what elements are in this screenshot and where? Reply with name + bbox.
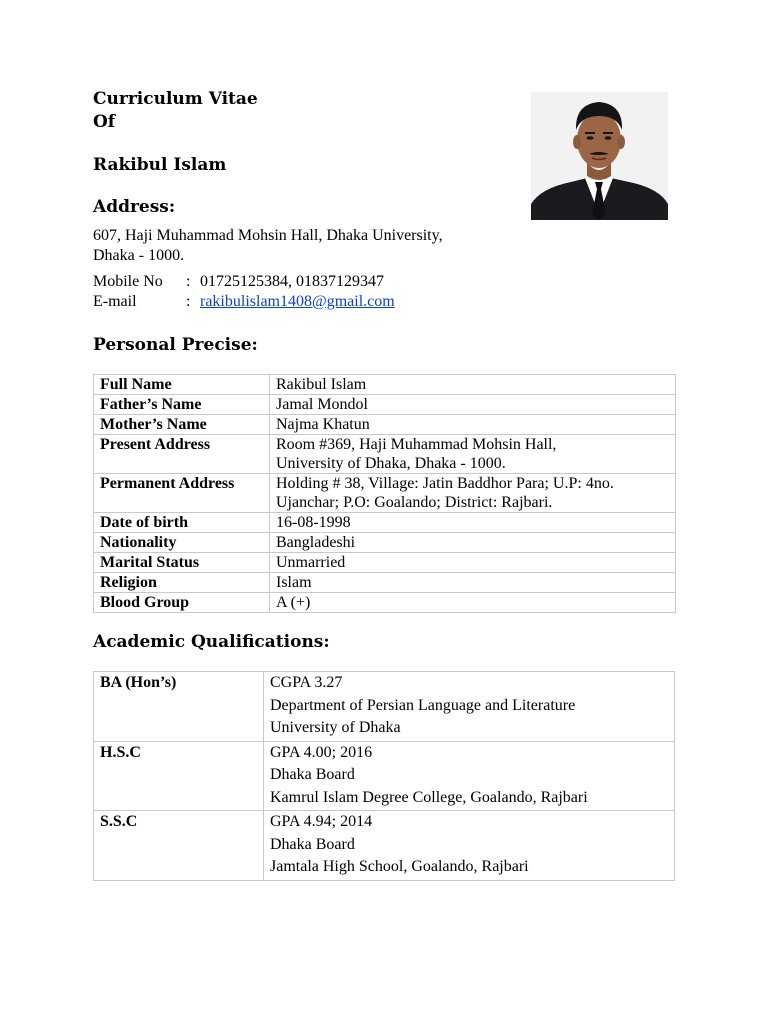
degree-detail-line: GPA 4.00; 2016 [270, 743, 373, 761]
table-row [94, 741, 675, 811]
degree-name: H.S.C [94, 741, 264, 811]
table-row [94, 375, 676, 395]
table-row [94, 395, 676, 415]
table-row [94, 415, 676, 435]
row-key: Full Name [94, 375, 270, 395]
row-value: A (+) [270, 593, 676, 613]
row-value-line: Room #369, Haji Muhammad Mohsin Hall, [276, 436, 557, 453]
degree-detail-line: University of Dhaka [270, 719, 401, 736]
degree-details [264, 741, 675, 811]
table-row [94, 553, 676, 573]
profile-photo [531, 92, 668, 220]
degree-detail-line: Department of Persian Language and Literature [270, 696, 576, 714]
row-value: Islam [270, 573, 676, 593]
row-key: Religion [94, 573, 270, 593]
row-key: Mother’s Name [94, 415, 270, 435]
degree-name: S.S.C [94, 811, 264, 881]
table-row [94, 593, 676, 613]
academic-heading: Academic Qualifications: [93, 632, 330, 652]
degree-name: BA (Hon’s) [94, 672, 264, 742]
degree-detail-line: Jamtala High School, Goalando, Rajbari [270, 858, 529, 875]
row-value: Najma Khatun [270, 415, 676, 435]
row-value: Rakibul Islam [270, 375, 676, 395]
degree-detail-line: Dhaka Board [270, 835, 355, 853]
degree-detail-line: Dhaka Board [270, 766, 355, 783]
row-key: Permanent Address [94, 474, 270, 513]
row-value: Unmarried [270, 553, 676, 573]
row-value-line: University of Dhaka, Dhaka - 1000. [276, 455, 506, 472]
profile-photo-image [531, 92, 668, 220]
cv-title-line1: Curriculum Vitae [93, 89, 258, 109]
degree-detail-line: Kamrul Islam Degree College, Goalando, Rajbari [270, 788, 588, 806]
row-key: Present Address [94, 435, 270, 474]
personal-heading: Personal Precise: [93, 335, 258, 355]
degree-detail-line: CGPA 3.27 [270, 674, 343, 691]
mobile-value: 01725125384, 01837129347 [200, 273, 384, 290]
row-value [270, 435, 676, 474]
degree-details [264, 811, 675, 881]
row-value-line: Ujanchar; P.O: Goalando; District: Rajbari. [276, 494, 553, 511]
academic-table [93, 671, 675, 881]
row-value-line: Holding # 38, Village: Jatin Baddhor Para; U.P: 4no. [276, 475, 614, 492]
personal-table [93, 374, 676, 613]
table-row [94, 435, 676, 474]
row-key: Nationality [94, 533, 270, 553]
address-heading: Address: [93, 197, 176, 217]
email-label: E-mail [93, 293, 137, 310]
email-separator: : [186, 293, 191, 310]
row-value: Jamal Mondol [270, 395, 676, 415]
address-line2: Dhaka - 1000. [93, 247, 185, 264]
row-value: 16-08-1998 [270, 513, 676, 533]
row-key: Blood Group [94, 593, 270, 613]
table-row [94, 474, 676, 513]
table-row [94, 513, 676, 533]
row-key: Date of birth [94, 513, 270, 533]
table-row [94, 573, 676, 593]
address-line1: 607, Haji Muhammad Mohsin Hall, Dhaka University, [93, 227, 443, 244]
degree-details [264, 672, 675, 742]
candidate-name: Rakibul Islam [93, 155, 227, 175]
table-row [94, 533, 676, 553]
cv-title-line2: Of [93, 112, 116, 132]
email-link[interactable]: rakibulislam1408@gmail.com [200, 293, 395, 310]
row-key: Marital Status [94, 553, 270, 573]
degree-detail-line: GPA 4.94; 2014 [270, 813, 373, 830]
row-value [270, 474, 676, 513]
mobile-label: Mobile No [93, 273, 163, 290]
row-value: Bangladeshi [270, 533, 676, 553]
table-row [94, 811, 675, 881]
table-row [94, 672, 675, 742]
mobile-separator: : [186, 273, 191, 290]
row-key: Father’s Name [94, 395, 270, 415]
